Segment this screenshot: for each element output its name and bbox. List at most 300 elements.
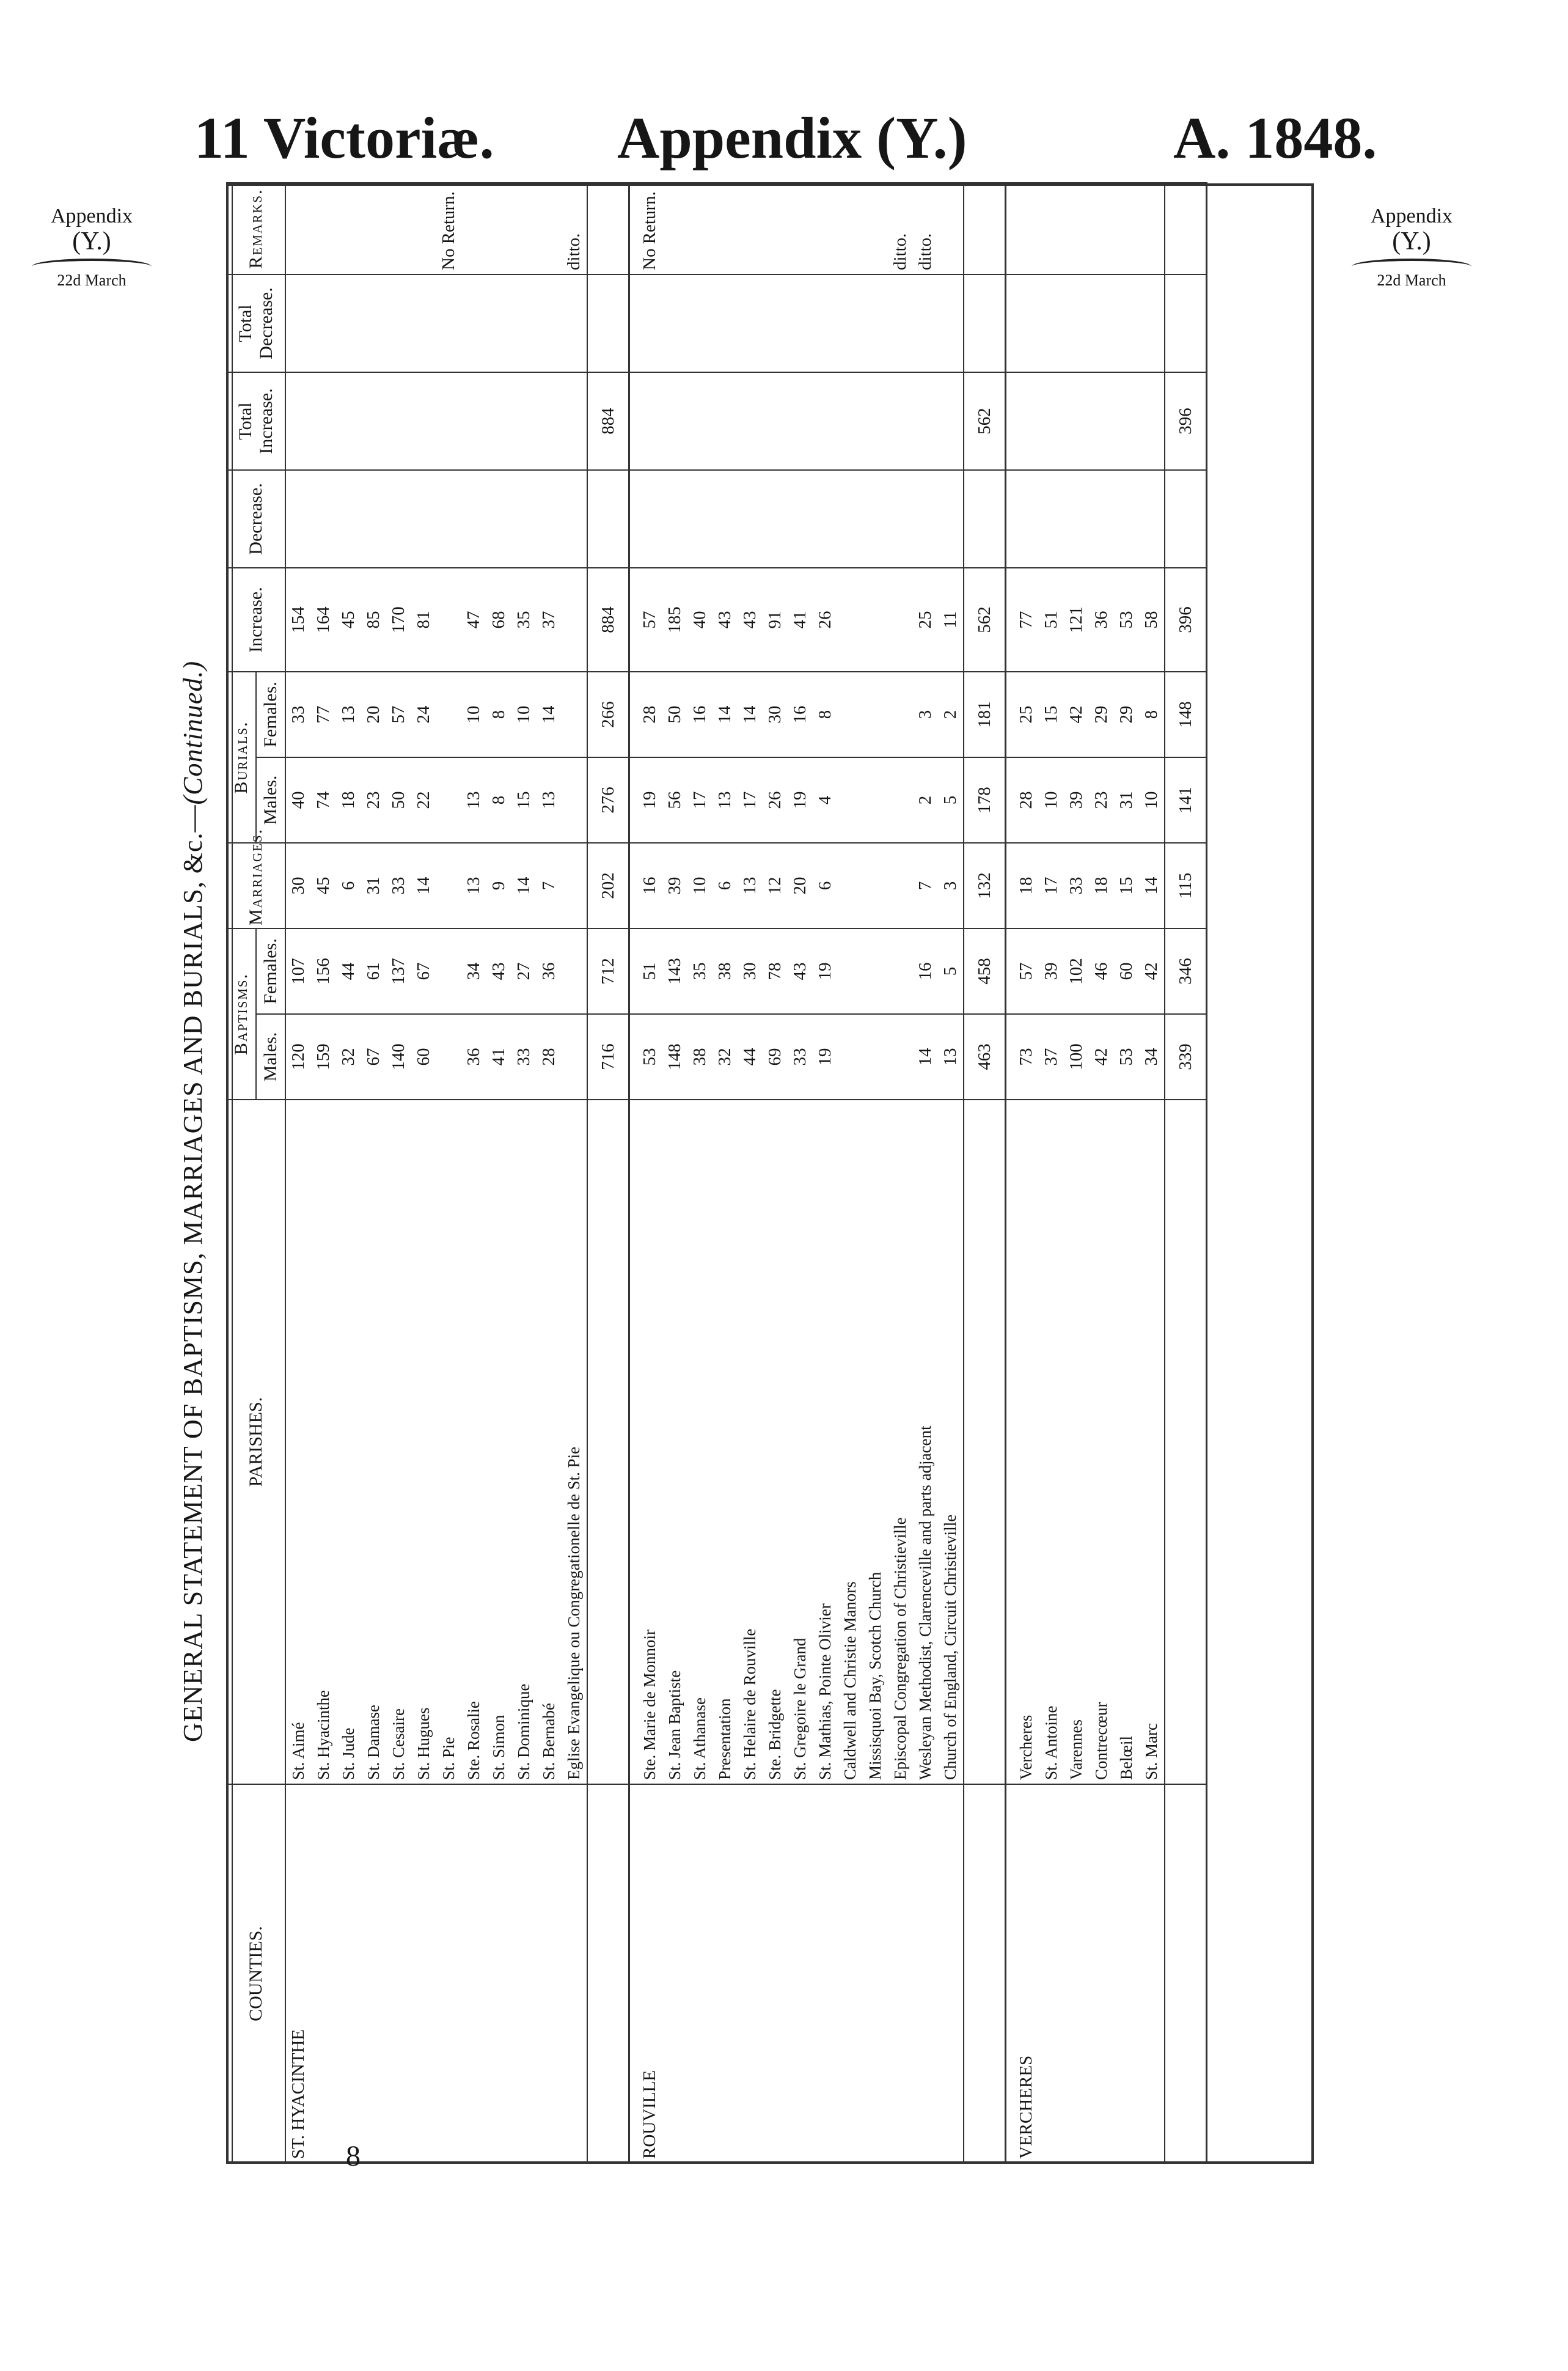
cell-inc: 185	[662, 568, 687, 672]
cell-uf: 10	[461, 672, 486, 757]
cell-remarks	[1089, 183, 1114, 274]
table-row	[938, 183, 964, 2163]
cell-bf: 51	[637, 928, 662, 1014]
cell-mar: 14	[1139, 843, 1165, 928]
cell-total-decrease	[562, 274, 587, 372]
cell-mar	[838, 843, 863, 928]
cell-total-increase	[738, 372, 763, 470]
cell-bf: 5	[938, 928, 964, 1014]
table-row	[386, 183, 411, 2163]
cell-total-decrease	[713, 274, 738, 372]
cell-bf: 67	[411, 928, 436, 1014]
parish-name: St. Pie	[436, 1100, 461, 1784]
cell-inc: 58	[1139, 568, 1165, 672]
parish-name: St. Aimé	[285, 1100, 311, 1784]
parish-name: St. Helaire de Rouville	[738, 1100, 763, 1784]
cell-remarks	[788, 183, 813, 274]
cell-total-decrease	[511, 274, 537, 372]
gap-cell	[629, 843, 638, 928]
cell-bf: 27	[511, 928, 537, 1014]
cell-bf: 30	[738, 928, 763, 1014]
cell-bm: 19	[813, 1014, 838, 1100]
page-number: 8	[346, 2140, 361, 2172]
cell-bf: 19	[813, 928, 838, 1014]
cell-bm: 44	[738, 1014, 763, 1100]
gap-cell	[629, 274, 638, 372]
total-um: 178	[964, 757, 1006, 843]
cell-total-increase	[838, 372, 863, 470]
cell-remarks	[486, 183, 511, 274]
cell-uf	[863, 672, 888, 757]
margin-note-right	[1344, 205, 1479, 289]
cell-um	[436, 757, 461, 843]
col-counties: COUNTIES.	[227, 1784, 285, 2163]
gap-cell	[1006, 672, 1014, 757]
parish-name: St. Antoine	[1039, 1100, 1064, 1784]
county-name	[713, 1784, 738, 2163]
cell-total-decrease	[687, 274, 713, 372]
margin-note-line1-right: Appendix	[1370, 205, 1453, 227]
cell-total-increase	[336, 372, 361, 470]
cell-total-increase	[511, 372, 537, 470]
table-row	[738, 183, 763, 2163]
county-name	[562, 1784, 587, 2163]
cell-decrease	[511, 470, 537, 568]
table-row	[336, 183, 361, 2163]
gap-cell	[1006, 274, 1014, 372]
cell-mar: 31	[361, 843, 386, 928]
cell-um: 13	[461, 757, 486, 843]
table-row	[813, 183, 838, 2163]
cell-um: 13	[713, 757, 738, 843]
cell-inc: 37	[537, 568, 562, 672]
cell-mar: 20	[788, 843, 813, 928]
cell-inc: 11	[938, 568, 964, 672]
cell-mar: 17	[1039, 843, 1064, 928]
cell-bf: 46	[1089, 928, 1114, 1014]
cell-uf: 24	[411, 672, 436, 757]
cell-um: 28	[1014, 757, 1039, 843]
cell-mar: 14	[411, 843, 436, 928]
county-name	[738, 1784, 763, 2163]
cell-inc	[888, 568, 913, 672]
cell-mar: 7	[913, 843, 938, 928]
parish-name: Vercheres	[1014, 1100, 1039, 1784]
cell-uf: 8	[1139, 672, 1165, 757]
cell-mar	[863, 843, 888, 928]
total-spacer	[587, 274, 629, 372]
table-row	[788, 183, 813, 2163]
cell-uf: 8	[813, 672, 838, 757]
table-row	[1114, 183, 1139, 2163]
gap-cell	[629, 757, 638, 843]
cell-total-increase	[1139, 372, 1165, 470]
cell-remarks	[336, 183, 361, 274]
cell-decrease	[1139, 470, 1165, 568]
total-mar: 202	[587, 843, 629, 928]
county-name	[361, 1784, 386, 2163]
cell-inc: 85	[361, 568, 386, 672]
cell-bm	[888, 1014, 913, 1100]
parish-name: Church of England, Circuit Christieville	[938, 1100, 964, 1784]
cell-decrease	[863, 470, 888, 568]
total-mar: 115	[1165, 843, 1207, 928]
cell-uf: 10	[511, 672, 537, 757]
cell-uf: 28	[637, 672, 662, 757]
cell-decrease	[361, 470, 386, 568]
county-name	[336, 1784, 361, 2163]
cell-inc	[838, 568, 863, 672]
cell-bm: 32	[713, 1014, 738, 1100]
cell-total-increase	[713, 372, 738, 470]
cell-bf: 43	[486, 928, 511, 1014]
cell-inc: 40	[687, 568, 713, 672]
total-spacer	[964, 1784, 1006, 2163]
cell-inc: 41	[788, 568, 813, 672]
cell-bm: 69	[763, 1014, 788, 1100]
total-decrease	[964, 470, 1006, 568]
gap-cell	[629, 928, 638, 1014]
cell-decrease	[838, 470, 863, 568]
cell-um: 23	[361, 757, 386, 843]
cell-decrease	[486, 470, 511, 568]
cell-total-increase	[662, 372, 687, 470]
cell-total-decrease	[411, 274, 436, 372]
cell-total-decrease	[336, 274, 361, 372]
gap-cell	[1006, 843, 1014, 928]
cell-um	[562, 757, 587, 843]
cell-total-increase	[285, 372, 311, 470]
table-row	[763, 183, 788, 2163]
gap-cell	[629, 1100, 638, 1784]
cell-um: 31	[1114, 757, 1139, 843]
cell-inc: 25	[913, 568, 938, 672]
cell-um: 15	[511, 757, 537, 843]
cell-inc	[562, 568, 587, 672]
cell-total-decrease	[1014, 274, 1039, 372]
cell-um: 40	[285, 757, 311, 843]
cell-uf: 42	[1064, 672, 1089, 757]
cell-total-decrease	[863, 274, 888, 372]
cell-inc: 170	[386, 568, 411, 672]
cell-mar: 13	[461, 843, 486, 928]
county-name	[788, 1784, 813, 2163]
cell-um: 22	[411, 757, 436, 843]
cell-bm: 159	[311, 1014, 336, 1100]
cell-remarks	[1114, 183, 1139, 274]
cell-bf: 44	[336, 928, 361, 1014]
cell-inc: 35	[511, 568, 537, 672]
total-spacer	[587, 1100, 629, 1784]
county-name	[1064, 1784, 1089, 2163]
cell-bm: 100	[1064, 1014, 1089, 1100]
cell-remarks	[1139, 183, 1165, 274]
parish-name: Ste. Marie de Monnoir	[637, 1100, 662, 1784]
total-spacer	[964, 274, 1006, 372]
cell-total-decrease	[763, 274, 788, 372]
county-name	[486, 1784, 511, 2163]
cell-total-increase	[537, 372, 562, 470]
table-row	[1139, 183, 1165, 2163]
cell-uf: 25	[1014, 672, 1039, 757]
table-row	[461, 183, 486, 2163]
margin-note-line2: (Y.)	[72, 227, 111, 256]
cell-total-decrease	[285, 274, 311, 372]
cell-decrease	[938, 470, 964, 568]
cell-inc: 81	[411, 568, 436, 672]
cell-total-increase	[813, 372, 838, 470]
table-caption	[177, 661, 208, 1742]
gap-cell	[1006, 1014, 1014, 1100]
table-row	[913, 183, 938, 2163]
cell-bf	[888, 928, 913, 1014]
parish-name: Episcopal Congregation of Christieville	[888, 1100, 913, 1784]
cell-inc: 43	[713, 568, 738, 672]
gap-cell	[1006, 470, 1014, 568]
cell-bm: 34	[1139, 1014, 1165, 1100]
cell-total-decrease	[537, 274, 562, 372]
total-spacer	[964, 1100, 1006, 1784]
cell-bm: 38	[687, 1014, 713, 1100]
gap-cell	[629, 470, 638, 568]
cell-mar: 9	[486, 843, 511, 928]
total-row	[964, 183, 1006, 2163]
cell-mar: 6	[813, 843, 838, 928]
county-name	[763, 1784, 788, 2163]
cell-bf: 38	[713, 928, 738, 1014]
cell-bm: 53	[1114, 1014, 1139, 1100]
county-name	[436, 1784, 461, 2163]
margin-note-line3: 22d March	[57, 271, 126, 289]
total-spacer	[587, 1784, 629, 2163]
cell-inc: 45	[336, 568, 361, 672]
cell-remarks: ditto.	[913, 183, 938, 274]
cell-bm	[838, 1014, 863, 1100]
gap-cell	[629, 1014, 638, 1100]
total-uf: 181	[964, 672, 1006, 757]
parish-name: Presentation	[713, 1100, 738, 1784]
total-mar: 132	[964, 843, 1006, 928]
gap-cell	[629, 183, 638, 274]
cell-remarks	[411, 183, 436, 274]
cell-mar: 6	[336, 843, 361, 928]
cell-total-decrease	[361, 274, 386, 372]
cell-uf: 30	[763, 672, 788, 757]
total-spacer	[1165, 274, 1207, 372]
total-spacer	[1165, 1100, 1207, 1784]
table-row	[411, 183, 436, 2163]
county-name	[813, 1784, 838, 2163]
cell-bm: 140	[386, 1014, 411, 1100]
cell-um: 18	[336, 757, 361, 843]
total-um: 276	[587, 757, 629, 843]
table-frame	[226, 183, 1314, 2164]
county-name	[863, 1784, 888, 2163]
table-row	[1089, 183, 1114, 2163]
cell-remarks	[1039, 183, 1064, 274]
county-name	[386, 1784, 411, 2163]
cell-mar: 7	[537, 843, 562, 928]
county-name	[662, 1784, 687, 2163]
cell-um: 26	[763, 757, 788, 843]
cell-bf	[863, 928, 888, 1014]
col-parishes: PARISHES.	[227, 1100, 285, 1784]
gap-cell	[1006, 1100, 1014, 1784]
cell-total-decrease	[1064, 274, 1089, 372]
cell-uf	[888, 672, 913, 757]
table-row	[511, 183, 537, 2163]
total-bf: 346	[1165, 928, 1207, 1014]
parish-name: St. Cesaire	[386, 1100, 411, 1784]
cell-remarks	[662, 183, 687, 274]
cell-total-decrease	[1139, 274, 1165, 372]
parish-name: Caldwell and Christie Manors	[838, 1100, 863, 1784]
cell-um: 10	[1039, 757, 1064, 843]
cell-bm: 60	[411, 1014, 436, 1100]
cell-bf: 156	[311, 928, 336, 1014]
cell-bm	[562, 1014, 587, 1100]
cell-um	[888, 757, 913, 843]
cell-uf: 8	[486, 672, 511, 757]
cell-um	[838, 757, 863, 843]
cell-um: 10	[1139, 757, 1165, 843]
total-spacer	[587, 183, 629, 274]
cell-remarks	[738, 183, 763, 274]
parish-name: St. Damase	[361, 1100, 386, 1784]
cell-um: 74	[311, 757, 336, 843]
cell-uf: 57	[386, 672, 411, 757]
cell-bm: 148	[662, 1014, 687, 1100]
cell-uf: 14	[713, 672, 738, 757]
table-row	[838, 183, 863, 2163]
gap-cell	[1006, 372, 1014, 470]
cell-bm: 32	[336, 1014, 361, 1100]
cell-remarks	[938, 183, 964, 274]
total-inc: 884	[587, 568, 629, 672]
cell-decrease	[436, 470, 461, 568]
cell-bm: 13	[938, 1014, 964, 1100]
table-row	[361, 183, 386, 2163]
cell-remarks	[386, 183, 411, 274]
cell-total-increase	[411, 372, 436, 470]
cell-um: 19	[788, 757, 813, 843]
cell-inc: 26	[813, 568, 838, 672]
cell-remarks	[285, 183, 311, 274]
cell-total-decrease	[1114, 274, 1139, 372]
cell-bm: 14	[913, 1014, 938, 1100]
parish-name: Ste. Bridgette	[763, 1100, 788, 1784]
table-row	[662, 183, 687, 2163]
table-row	[888, 183, 913, 2163]
cell-mar: 15	[1114, 843, 1139, 928]
col-total-increase: Total Increase.	[227, 372, 285, 470]
county-name	[1114, 1784, 1139, 2163]
cell-decrease	[913, 470, 938, 568]
table-row	[436, 183, 461, 2163]
cell-total-increase	[1039, 372, 1064, 470]
parish-name: St. Mathias, Pointe Olivier	[813, 1100, 838, 1784]
cell-um: 17	[738, 757, 763, 843]
cell-inc: 36	[1089, 568, 1114, 672]
cell-inc: 51	[1039, 568, 1064, 672]
gap-cell	[629, 372, 638, 470]
cell-remarks	[1014, 183, 1039, 274]
cell-remarks	[511, 183, 537, 274]
total-total-increase: 396	[1165, 372, 1207, 470]
cell-uf: 15	[1039, 672, 1064, 757]
cell-bm: 42	[1089, 1014, 1114, 1100]
cell-remarks	[1064, 183, 1089, 274]
gap-cell	[1006, 1784, 1014, 2163]
cell-um: 4	[813, 757, 838, 843]
cell-remarks	[763, 183, 788, 274]
cell-um: 50	[386, 757, 411, 843]
cell-total-decrease	[386, 274, 411, 372]
cell-mar: 39	[662, 843, 687, 928]
total-spacer	[1165, 183, 1207, 274]
cell-bm	[436, 1014, 461, 1100]
county-gap	[1006, 183, 1014, 2163]
cell-total-increase	[763, 372, 788, 470]
cell-um: 56	[662, 757, 687, 843]
cell-total-decrease	[461, 274, 486, 372]
county-name	[913, 1784, 938, 2163]
cell-decrease	[336, 470, 361, 568]
cell-decrease	[637, 470, 662, 568]
table-row	[1064, 183, 1089, 2163]
cell-total-decrease	[788, 274, 813, 372]
gap-cell	[1006, 183, 1014, 274]
cell-remarks	[713, 183, 738, 274]
cell-decrease	[411, 470, 436, 568]
cell-bf: 137	[386, 928, 411, 1014]
cell-decrease	[763, 470, 788, 568]
cell-uf	[838, 672, 863, 757]
gap-cell	[1006, 757, 1014, 843]
parish-name: St. Athanase	[687, 1100, 713, 1784]
cell-total-decrease	[888, 274, 913, 372]
cell-bf: 57	[1014, 928, 1039, 1014]
cell-total-increase	[863, 372, 888, 470]
total-decrease	[587, 470, 629, 568]
col-baptisms: Baptisms.	[227, 928, 256, 1100]
county-name	[1139, 1784, 1165, 2163]
cell-bf: 60	[1114, 928, 1139, 1014]
table-row	[637, 183, 662, 2163]
cell-total-increase	[1014, 372, 1039, 470]
cell-um: 39	[1064, 757, 1089, 843]
cell-total-decrease	[813, 274, 838, 372]
cell-decrease	[562, 470, 587, 568]
cell-bm: 28	[537, 1014, 562, 1100]
statement-table	[226, 182, 1207, 2164]
cell-bf: 143	[662, 928, 687, 1014]
cell-uf: 16	[687, 672, 713, 757]
cell-remarks	[863, 183, 888, 274]
cell-mar: 13	[738, 843, 763, 928]
total-um: 141	[1165, 757, 1207, 843]
gap-cell	[629, 568, 638, 672]
cell-uf: 14	[738, 672, 763, 757]
cell-remarks	[537, 183, 562, 274]
cell-inc: 53	[1114, 568, 1139, 672]
cell-uf: 29	[1114, 672, 1139, 757]
county-gap	[629, 183, 638, 2163]
parish-name: St. Bernabé	[537, 1100, 562, 1784]
cell-decrease	[662, 470, 687, 568]
cell-decrease	[687, 470, 713, 568]
total-spacer	[1165, 1784, 1207, 2163]
